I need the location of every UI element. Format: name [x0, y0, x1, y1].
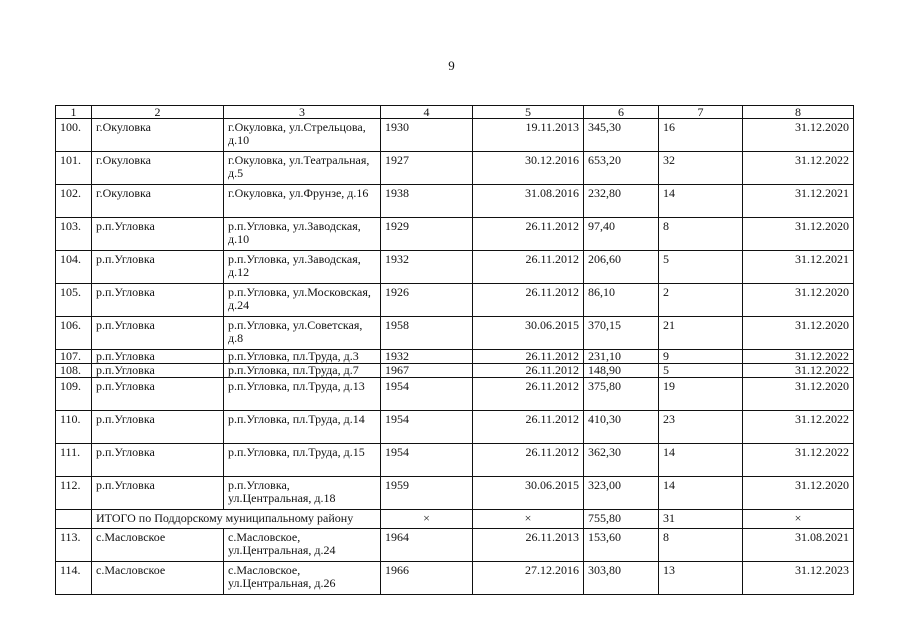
- table-row: [56, 218, 854, 251]
- locality-cell: р.п.Угловка: [92, 411, 224, 444]
- area-cell: 153,60: [584, 529, 659, 562]
- area-cell: 370,15: [584, 317, 659, 350]
- table-row: [56, 317, 854, 350]
- year-cell: 1964: [381, 529, 473, 562]
- residents-count-cell: 9: [659, 350, 743, 364]
- total-label-cell: ИТОГО по Поддорскому муниципальному району: [92, 510, 381, 529]
- table-row: [56, 378, 854, 411]
- table-body: [56, 106, 854, 595]
- address-cell: р.п.Угловка, пл.Труда, д.3: [224, 350, 381, 364]
- deadline-cell: 31.12.2020: [743, 378, 854, 411]
- area-cell: 86,10: [584, 284, 659, 317]
- column-header: 4: [381, 106, 473, 119]
- residents-count-cell: 14: [659, 477, 743, 510]
- inspection-date-cell: 27.12.2016: [473, 562, 584, 595]
- residents-count-cell: 21: [659, 317, 743, 350]
- area-cell: 653,20: [584, 152, 659, 185]
- year-cell: 1954: [381, 378, 473, 411]
- locality-cell: р.п.Угловка: [92, 477, 224, 510]
- column-number-row: [56, 106, 854, 119]
- address-cell: р.п.Угловка, ул.Центральная, д.18: [224, 477, 381, 510]
- address-cell: г.Окуловка, ул.Стрельцова, д.10: [224, 119, 381, 152]
- row-number-cell: 109.: [56, 378, 92, 411]
- deadline-cell: 31.12.2021: [743, 185, 854, 218]
- column-header: 7: [659, 106, 743, 119]
- locality-cell: р.п.Угловка: [92, 218, 224, 251]
- address-cell: с.Масловское, ул.Центральная, д.26: [224, 562, 381, 595]
- column-header: 5: [473, 106, 584, 119]
- locality-cell: р.п.Угловка: [92, 364, 224, 378]
- residents-count-cell: 8: [659, 218, 743, 251]
- area-cell: 231,10: [584, 350, 659, 364]
- year-cell: 1938: [381, 185, 473, 218]
- locality-cell: с.Масловское: [92, 529, 224, 562]
- inspection-date-cell: 26.11.2012: [473, 284, 584, 317]
- residents-count-cell: 14: [659, 185, 743, 218]
- row-number-cell: 108.: [56, 364, 92, 378]
- inspection-date-cell: 26.11.2013: [473, 529, 584, 562]
- row-number-cell: 114.: [56, 562, 92, 595]
- column-header: 1: [56, 106, 92, 119]
- row-number-cell: 101.: [56, 152, 92, 185]
- total-deadline-cell: ×: [743, 510, 854, 529]
- row-number-cell: 111.: [56, 444, 92, 477]
- table-row: [56, 152, 854, 185]
- total-area-cell: 755,80: [584, 510, 659, 529]
- address-cell: р.п.Угловка, ул.Советская, д.8: [224, 317, 381, 350]
- residents-count-cell: 14: [659, 444, 743, 477]
- address-cell: г.Окуловка, ул.Фрунзе, д.16: [224, 185, 381, 218]
- row-number-cell: 113.: [56, 529, 92, 562]
- deadline-cell: 31.12.2023: [743, 562, 854, 595]
- table-row: [56, 477, 854, 510]
- area-cell: 148,90: [584, 364, 659, 378]
- deadline-cell: 31.12.2020: [743, 317, 854, 350]
- locality-cell: г.Окуловка: [92, 185, 224, 218]
- area-cell: 410,30: [584, 411, 659, 444]
- deadline-cell: 31.12.2020: [743, 477, 854, 510]
- address-cell: р.п.Угловка, ул.Заводская, д.10: [224, 218, 381, 251]
- year-cell: 1954: [381, 444, 473, 477]
- row-number-cell: 105.: [56, 284, 92, 317]
- inspection-date-cell: 26.11.2012: [473, 218, 584, 251]
- locality-cell: с.Масловское: [92, 562, 224, 595]
- table-row: [56, 411, 854, 444]
- table-row: [56, 251, 854, 284]
- page-number: 9: [448, 58, 455, 73]
- area-cell: 323,00: [584, 477, 659, 510]
- area-cell: 345,30: [584, 119, 659, 152]
- area-cell: 232,80: [584, 185, 659, 218]
- table-row: [56, 444, 854, 477]
- address-cell: р.п.Угловка, пл.Труда, д.7: [224, 364, 381, 378]
- year-cell: 1958: [381, 317, 473, 350]
- area-cell: 362,30: [584, 444, 659, 477]
- address-cell: р.п.Угловка, ул.Заводская, д.12: [224, 251, 381, 284]
- deadline-cell: 31.12.2020: [743, 284, 854, 317]
- residents-count-cell: 16: [659, 119, 743, 152]
- row-number-cell: 103.: [56, 218, 92, 251]
- address-cell: р.п.Угловка, пл.Труда, д.15: [224, 444, 381, 477]
- table-row: [56, 562, 854, 595]
- table-row: [56, 284, 854, 317]
- residents-count-cell: 5: [659, 364, 743, 378]
- column-header: 8: [743, 106, 854, 119]
- deadline-cell: 31.08.2021: [743, 529, 854, 562]
- area-cell: 375,80: [584, 378, 659, 411]
- row-number-cell: 104.: [56, 251, 92, 284]
- total-count-cell: 31: [659, 510, 743, 529]
- year-cell: 1930: [381, 119, 473, 152]
- area-cell: 303,80: [584, 562, 659, 595]
- inspection-date-cell: 26.11.2012: [473, 378, 584, 411]
- year-cell: 1929: [381, 218, 473, 251]
- total-row: [56, 510, 854, 529]
- inspection-date-cell: 26.11.2012: [473, 444, 584, 477]
- year-cell: 1954: [381, 411, 473, 444]
- area-cell: 97,40: [584, 218, 659, 251]
- year-cell: 1959: [381, 477, 473, 510]
- deadline-cell: 31.12.2021: [743, 251, 854, 284]
- address-cell: с.Масловское, ул.Центральная, д.24: [224, 529, 381, 562]
- table-row: [56, 364, 854, 378]
- residents-count-cell: 32: [659, 152, 743, 185]
- residents-count-cell: 2: [659, 284, 743, 317]
- row-number-cell: 110.: [56, 411, 92, 444]
- residents-count-cell: 19: [659, 378, 743, 411]
- year-cell: 1932: [381, 350, 473, 364]
- inspection-date-cell: 31.08.2016: [473, 185, 584, 218]
- address-cell: г.Окуловка, ул.Театральная, д.5: [224, 152, 381, 185]
- total-year-cell: ×: [381, 510, 473, 529]
- inspection-date-cell: 26.11.2012: [473, 411, 584, 444]
- inspection-date-cell: 19.11.2013: [473, 119, 584, 152]
- registry-table: [55, 105, 854, 595]
- column-header: 6: [584, 106, 659, 119]
- deadline-cell: 31.12.2020: [743, 218, 854, 251]
- locality-cell: р.п.Угловка: [92, 350, 224, 364]
- inspection-date-cell: 26.11.2012: [473, 251, 584, 284]
- address-cell: р.п.Угловка, пл.Труда, д.14: [224, 411, 381, 444]
- table-row: [56, 119, 854, 152]
- inspection-date-cell: 26.11.2012: [473, 350, 584, 364]
- column-header: 3: [224, 106, 381, 119]
- locality-cell: р.п.Угловка: [92, 284, 224, 317]
- column-header: 2: [92, 106, 224, 119]
- locality-cell: р.п.Угловка: [92, 378, 224, 411]
- year-cell: 1967: [381, 364, 473, 378]
- table-row: [56, 350, 854, 364]
- year-cell: 1932: [381, 251, 473, 284]
- row-number-cell: 106.: [56, 317, 92, 350]
- empty-cell: [56, 510, 92, 529]
- row-number-cell: 102.: [56, 185, 92, 218]
- row-number-cell: 100.: [56, 119, 92, 152]
- inspection-date-cell: 30.06.2015: [473, 477, 584, 510]
- table-row: [56, 185, 854, 218]
- address-cell: р.п.Угловка, пл.Труда, д.13: [224, 378, 381, 411]
- deadline-cell: 31.12.2022: [743, 411, 854, 444]
- deadline-cell: 31.12.2022: [743, 152, 854, 185]
- inspection-date-cell: 30.06.2015: [473, 317, 584, 350]
- address-cell: р.п.Угловка, ул.Московская, д.24: [224, 284, 381, 317]
- total-date-cell: ×: [473, 510, 584, 529]
- locality-cell: г.Окуловка: [92, 119, 224, 152]
- deadline-cell: 31.12.2022: [743, 364, 854, 378]
- year-cell: 1926: [381, 284, 473, 317]
- residents-count-cell: 8: [659, 529, 743, 562]
- year-cell: 1927: [381, 152, 473, 185]
- deadline-cell: 31.12.2020: [743, 119, 854, 152]
- table-row: [56, 529, 854, 562]
- deadline-cell: 31.12.2022: [743, 444, 854, 477]
- row-number-cell: 107.: [56, 350, 92, 364]
- deadline-cell: 31.12.2022: [743, 350, 854, 364]
- locality-cell: р.п.Угловка: [92, 317, 224, 350]
- residents-count-cell: 5: [659, 251, 743, 284]
- locality-cell: г.Окуловка: [92, 152, 224, 185]
- locality-cell: р.п.Угловка: [92, 444, 224, 477]
- row-number-cell: 112.: [56, 477, 92, 510]
- year-cell: 1966: [381, 562, 473, 595]
- residents-count-cell: 23: [659, 411, 743, 444]
- inspection-date-cell: 26.11.2012: [473, 364, 584, 378]
- area-cell: 206,60: [584, 251, 659, 284]
- residents-count-cell: 13: [659, 562, 743, 595]
- locality-cell: р.п.Угловка: [92, 251, 224, 284]
- inspection-date-cell: 30.12.2016: [473, 152, 584, 185]
